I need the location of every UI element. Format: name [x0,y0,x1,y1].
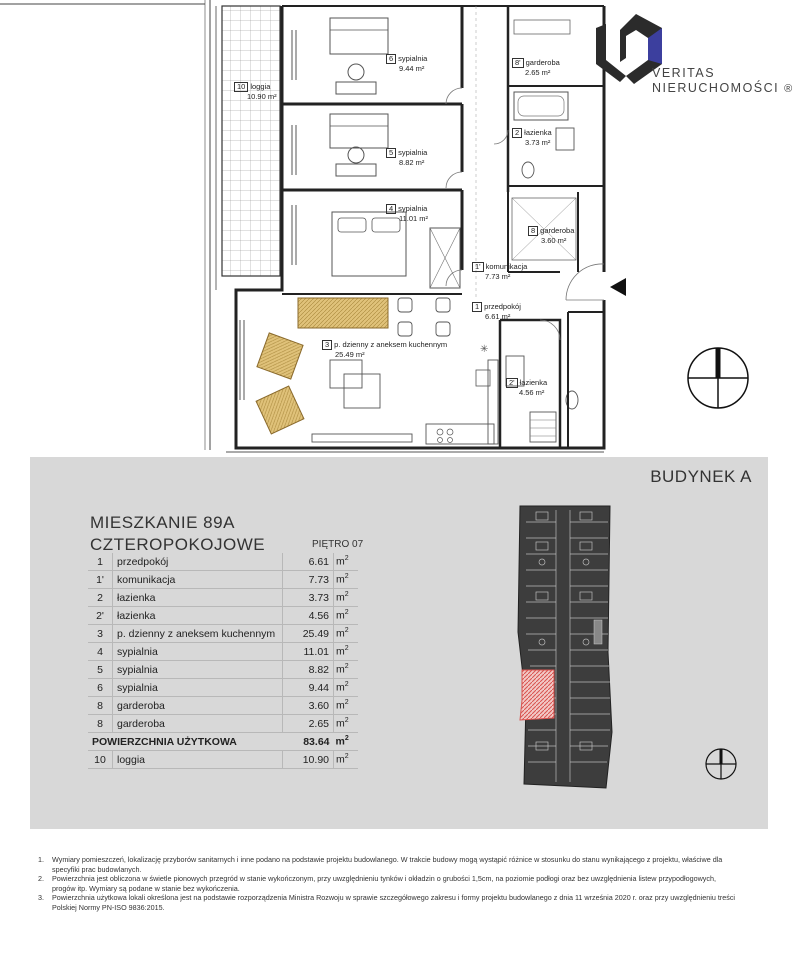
footnote-index: 3. [38,893,44,902]
table-row [88,751,358,769]
total-label: POWIERZCHNIA UŻYTKOWA [88,733,283,751]
room-label-bathroom-2b: 2' łazienka 4.56 m² [506,378,547,397]
table-row [88,589,358,607]
room-label-loggia: 10 loggia 10.90 m² [234,82,277,101]
footnote-text: Powierzchnia jest obliczona w świetle pionowych przegród w stanie wykończonym, przy uwzględnieniu tynków i okładzin o grubości 1,5cm, na poziomie podłogi oraz bez uwzględnienia listew przypodłogowych, progów itp. Wymiary są podane w stanie bez wykończenia. [52,874,716,893]
apartment-number: MIESZKANIE 89A [90,513,235,532]
footnote-text: Powierzchnia użytkowa lokali określona jest na podstawie rozporządzenia Ministra Rozwoju w sprawie szczegółowego zakresu i formy projektu budowlanego z dnia 11 września 2020 r. oraz przy uwzględnieniu treści Polskiej Normy PN-ISO 9836:2015. [52,893,736,912]
room-name: przedpokój [113,553,283,571]
unit-exponent: 2 [344,753,349,761]
room-number: 6 [88,679,113,697]
room-number: 5 [88,661,113,679]
building-site-plan [516,502,614,792]
unit-exponent: 2 [344,555,349,563]
building-label: BUDYNEK A [650,467,752,486]
unit-exponent: 2 [344,609,349,617]
unit-cell [334,553,359,571]
table-row [88,625,358,643]
north-compass-small-icon [704,747,738,781]
footnote [38,855,738,874]
unit-exponent: 2 [344,735,349,743]
unit-exponent: 2 [344,591,349,599]
table-row [88,607,358,625]
unit-cell [334,679,359,697]
unit-cell [334,607,359,625]
table-row [88,679,358,697]
total-row [88,733,358,751]
room-area: 6.61 [283,553,334,571]
table-row [88,661,358,679]
unit-exponent: 2 [344,663,349,671]
unit: m [336,627,345,640]
unit-cell [334,643,359,661]
room-area: 8.82 [283,661,334,679]
brand-subtitle-text: NIERUCHOMOŚCI [652,81,780,95]
unit-exponent: 2 [344,645,349,653]
unit-exponent: 2 [344,717,349,725]
room-name: garderoba [113,697,283,715]
room-number: 3 [88,625,113,643]
room-number: 4 [88,643,113,661]
room-number: 2 [88,589,113,607]
room-label-wardrobe-8: 8 garderoba 3.60 m² [528,226,574,245]
unit: m [336,555,345,568]
unit: m [336,573,345,586]
floor-label: PIĘTRO 07 [312,539,364,550]
room-number: 10 [88,751,113,769]
unit-cell [334,571,359,589]
room-number: 1' [88,571,113,589]
unit-cell [334,625,359,643]
room-number: 1 [88,553,113,571]
unit-exponent: 2 [344,627,349,635]
room-label-corridor: 1' komunikacja 7.73 m² [472,262,527,281]
room-number: 8 [88,715,113,733]
footnote [38,893,738,912]
total-area: 83.64 [283,733,334,751]
room-name: komunikacja [113,571,283,589]
unit-cell [334,697,359,715]
unit: m [336,645,345,658]
unit: m [336,609,345,622]
room-label-living-room: 3 p. dzienny z aneksem kuchennym 25.49 m² [322,340,447,359]
unit-cell [334,751,359,769]
room-area: 7.73 [283,571,334,589]
room-name: łazienka [113,589,283,607]
room-area: 11.01 [283,643,334,661]
unit-exponent: 2 [344,573,349,581]
room-label-hall: 1 przedpokój 6.61 m² [472,302,521,321]
room-area: 3.73 [283,589,334,607]
footnote-text: Wymiary pomieszczeń, lokalizację przyborów sanitarnych i inne podano na podstawie projektu budowlanego. W trakcie budowy mogą wystąpić różnice w stosunku do stanu wynikającego z projektu, właściwe dla specyfiki prac budowlanych. [52,855,723,874]
footnote-index: 1. [38,855,44,864]
info-panel [30,457,768,829]
unit: m [336,663,345,676]
room-label-bedroom-5: 5 sypialnia 8.82 m² [386,148,427,167]
footnote-index: 2. [38,874,44,883]
unit: m [336,717,345,730]
room-area: 10.90 [283,751,334,769]
room-area: 2.65 [283,715,334,733]
room-name: łazienka [113,607,283,625]
north-compass-icon [686,346,750,410]
room-number: 8 [88,697,113,715]
room-area: 4.56 [283,607,334,625]
room-number: 2' [88,607,113,625]
unit-cell [334,589,359,607]
room-area: 9.44 [283,679,334,697]
room-name: garderoba [113,715,283,733]
table-row [88,553,358,571]
room-label-bathroom-2: 2 łazienka 3.73 m² [512,128,552,147]
unit-cell [334,715,359,733]
unit: m [336,753,345,766]
table-row [88,697,358,715]
apartment-title [90,512,265,556]
unit: m [336,681,345,694]
room-label-bedroom-4: 4 sypialnia 11.01 m² [386,204,428,223]
unit: m [336,699,345,712]
entrance-arrow-icon [608,276,630,298]
svg-text:✳: ✳ [480,344,489,355]
unit-exponent: 2 [344,699,349,707]
apartment-type: CZTEROPOKOJOWE [90,535,266,554]
room-label-bedroom-6: 6 sypialnia 9.44 m² [386,54,427,73]
unit-cell [334,661,359,679]
footnote [38,874,738,893]
room-area: 3.60 [283,697,334,715]
footnotes [38,855,738,912]
room-name: loggia [113,751,283,769]
apartment-highlight [520,670,554,720]
room-name: sypialnia [113,661,283,679]
table-row [88,715,358,733]
unit: m [335,735,345,748]
unit: m [336,591,345,604]
unit-cell [334,733,359,751]
room-area: 25.49 [283,625,334,643]
unit-exponent: 2 [344,681,349,689]
registered-mark: ® [784,83,794,95]
table-row [88,643,358,661]
room-label-wardrobe-8b: 8' garderoba 2.65 m² [512,58,560,77]
room-name: sypialnia [113,643,283,661]
room-name: p. dzienny z aneksem kuchennym [113,625,283,643]
room-name: sypialnia [113,679,283,697]
room-areas-table [88,553,358,769]
table-row [88,571,358,589]
brand-subtitle [652,81,794,95]
brand-name: VERITAS [652,66,716,80]
